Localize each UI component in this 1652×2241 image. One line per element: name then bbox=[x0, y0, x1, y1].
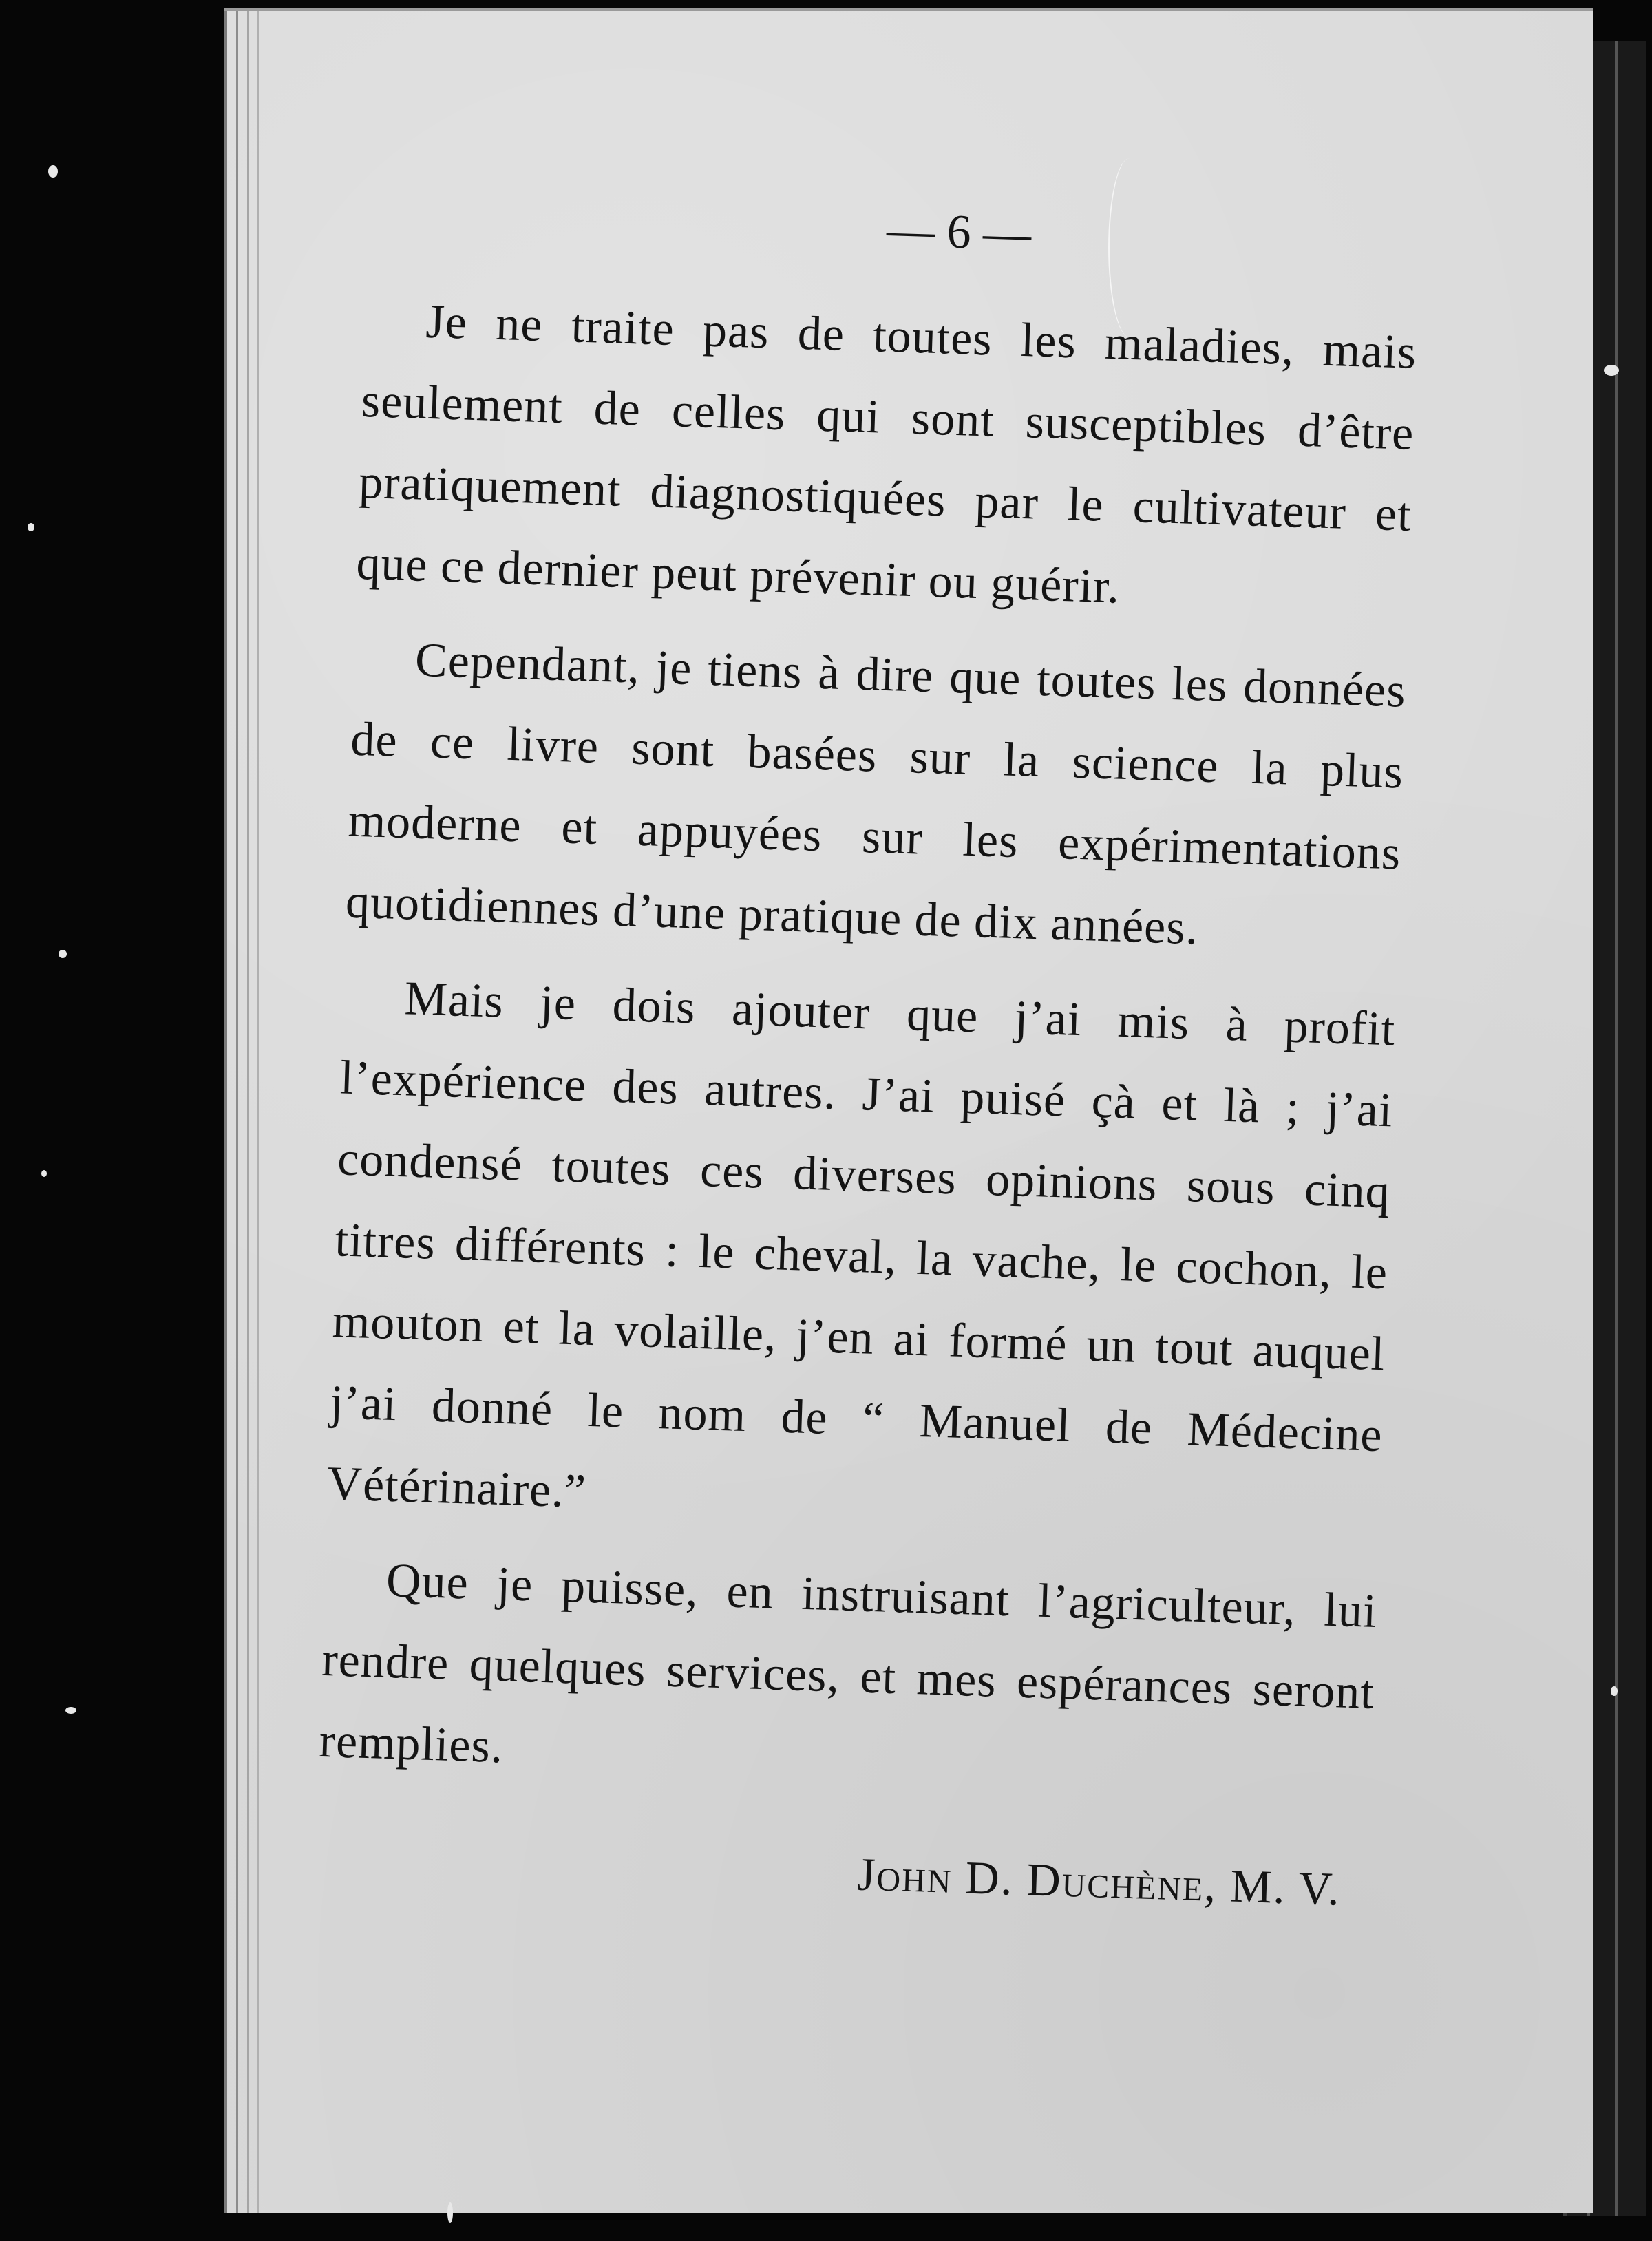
paragraph-1: Je ne traite pas de toutes les maladies, mais seulement de celles qui sont susceptibles d’être pratiquement diagnostiquées par le cultivateur et que ce dernier peut prévenir ou guérir. bbox=[355, 295, 1418, 614]
scan-speck bbox=[65, 1707, 76, 1714]
author-signature: John D. Duchène, M. V. bbox=[856, 1847, 1342, 1915]
scan-speck bbox=[447, 2202, 453, 2223]
page-text-block bbox=[315, 183, 1421, 1931]
paragraph-2: Cependant, je tiens à dire que toutes les données de ce livre sont basées sur la science la plus moderne et appuyées sur les expérimentations quotidiennes d’une pratique de dix années. bbox=[344, 633, 1407, 955]
scan-speck bbox=[28, 523, 34, 531]
scan-speck bbox=[48, 165, 58, 178]
paragraph-3: Mais je dois ajouter que j’ai mis à profit l’expérience des autres. J’ai puisé çà et là ; j’ai condensé toutes ces diverses opinions sous cinq titres différents : le cheval, la vache, le cochon, le mouton et la volaille, j’en ai formé un tout auquel j’ai donné le nom de “ Manuel de Médecine Vétérinaire.” bbox=[326, 972, 1397, 1518]
book-page bbox=[224, 8, 1593, 2213]
scan-scratch bbox=[1108, 158, 1151, 337]
paragraph-4: Que je puisse, en instruisant l’agriculteur, lui rendre quelques services, et mes espérances seront remplies. bbox=[318, 1553, 1378, 1774]
scan-speck bbox=[59, 950, 67, 958]
page-edge-line bbox=[236, 11, 238, 2213]
scan-speck bbox=[1611, 1686, 1618, 1696]
page-edge-line bbox=[257, 11, 259, 2213]
scan-speck bbox=[41, 1170, 47, 1177]
page-edge-line bbox=[247, 11, 249, 2213]
stacked-page-edges bbox=[224, 11, 265, 2213]
page-edge-line bbox=[224, 11, 227, 2213]
scan-speck bbox=[1604, 365, 1619, 376]
page-number: — 6 — bbox=[886, 203, 1032, 262]
